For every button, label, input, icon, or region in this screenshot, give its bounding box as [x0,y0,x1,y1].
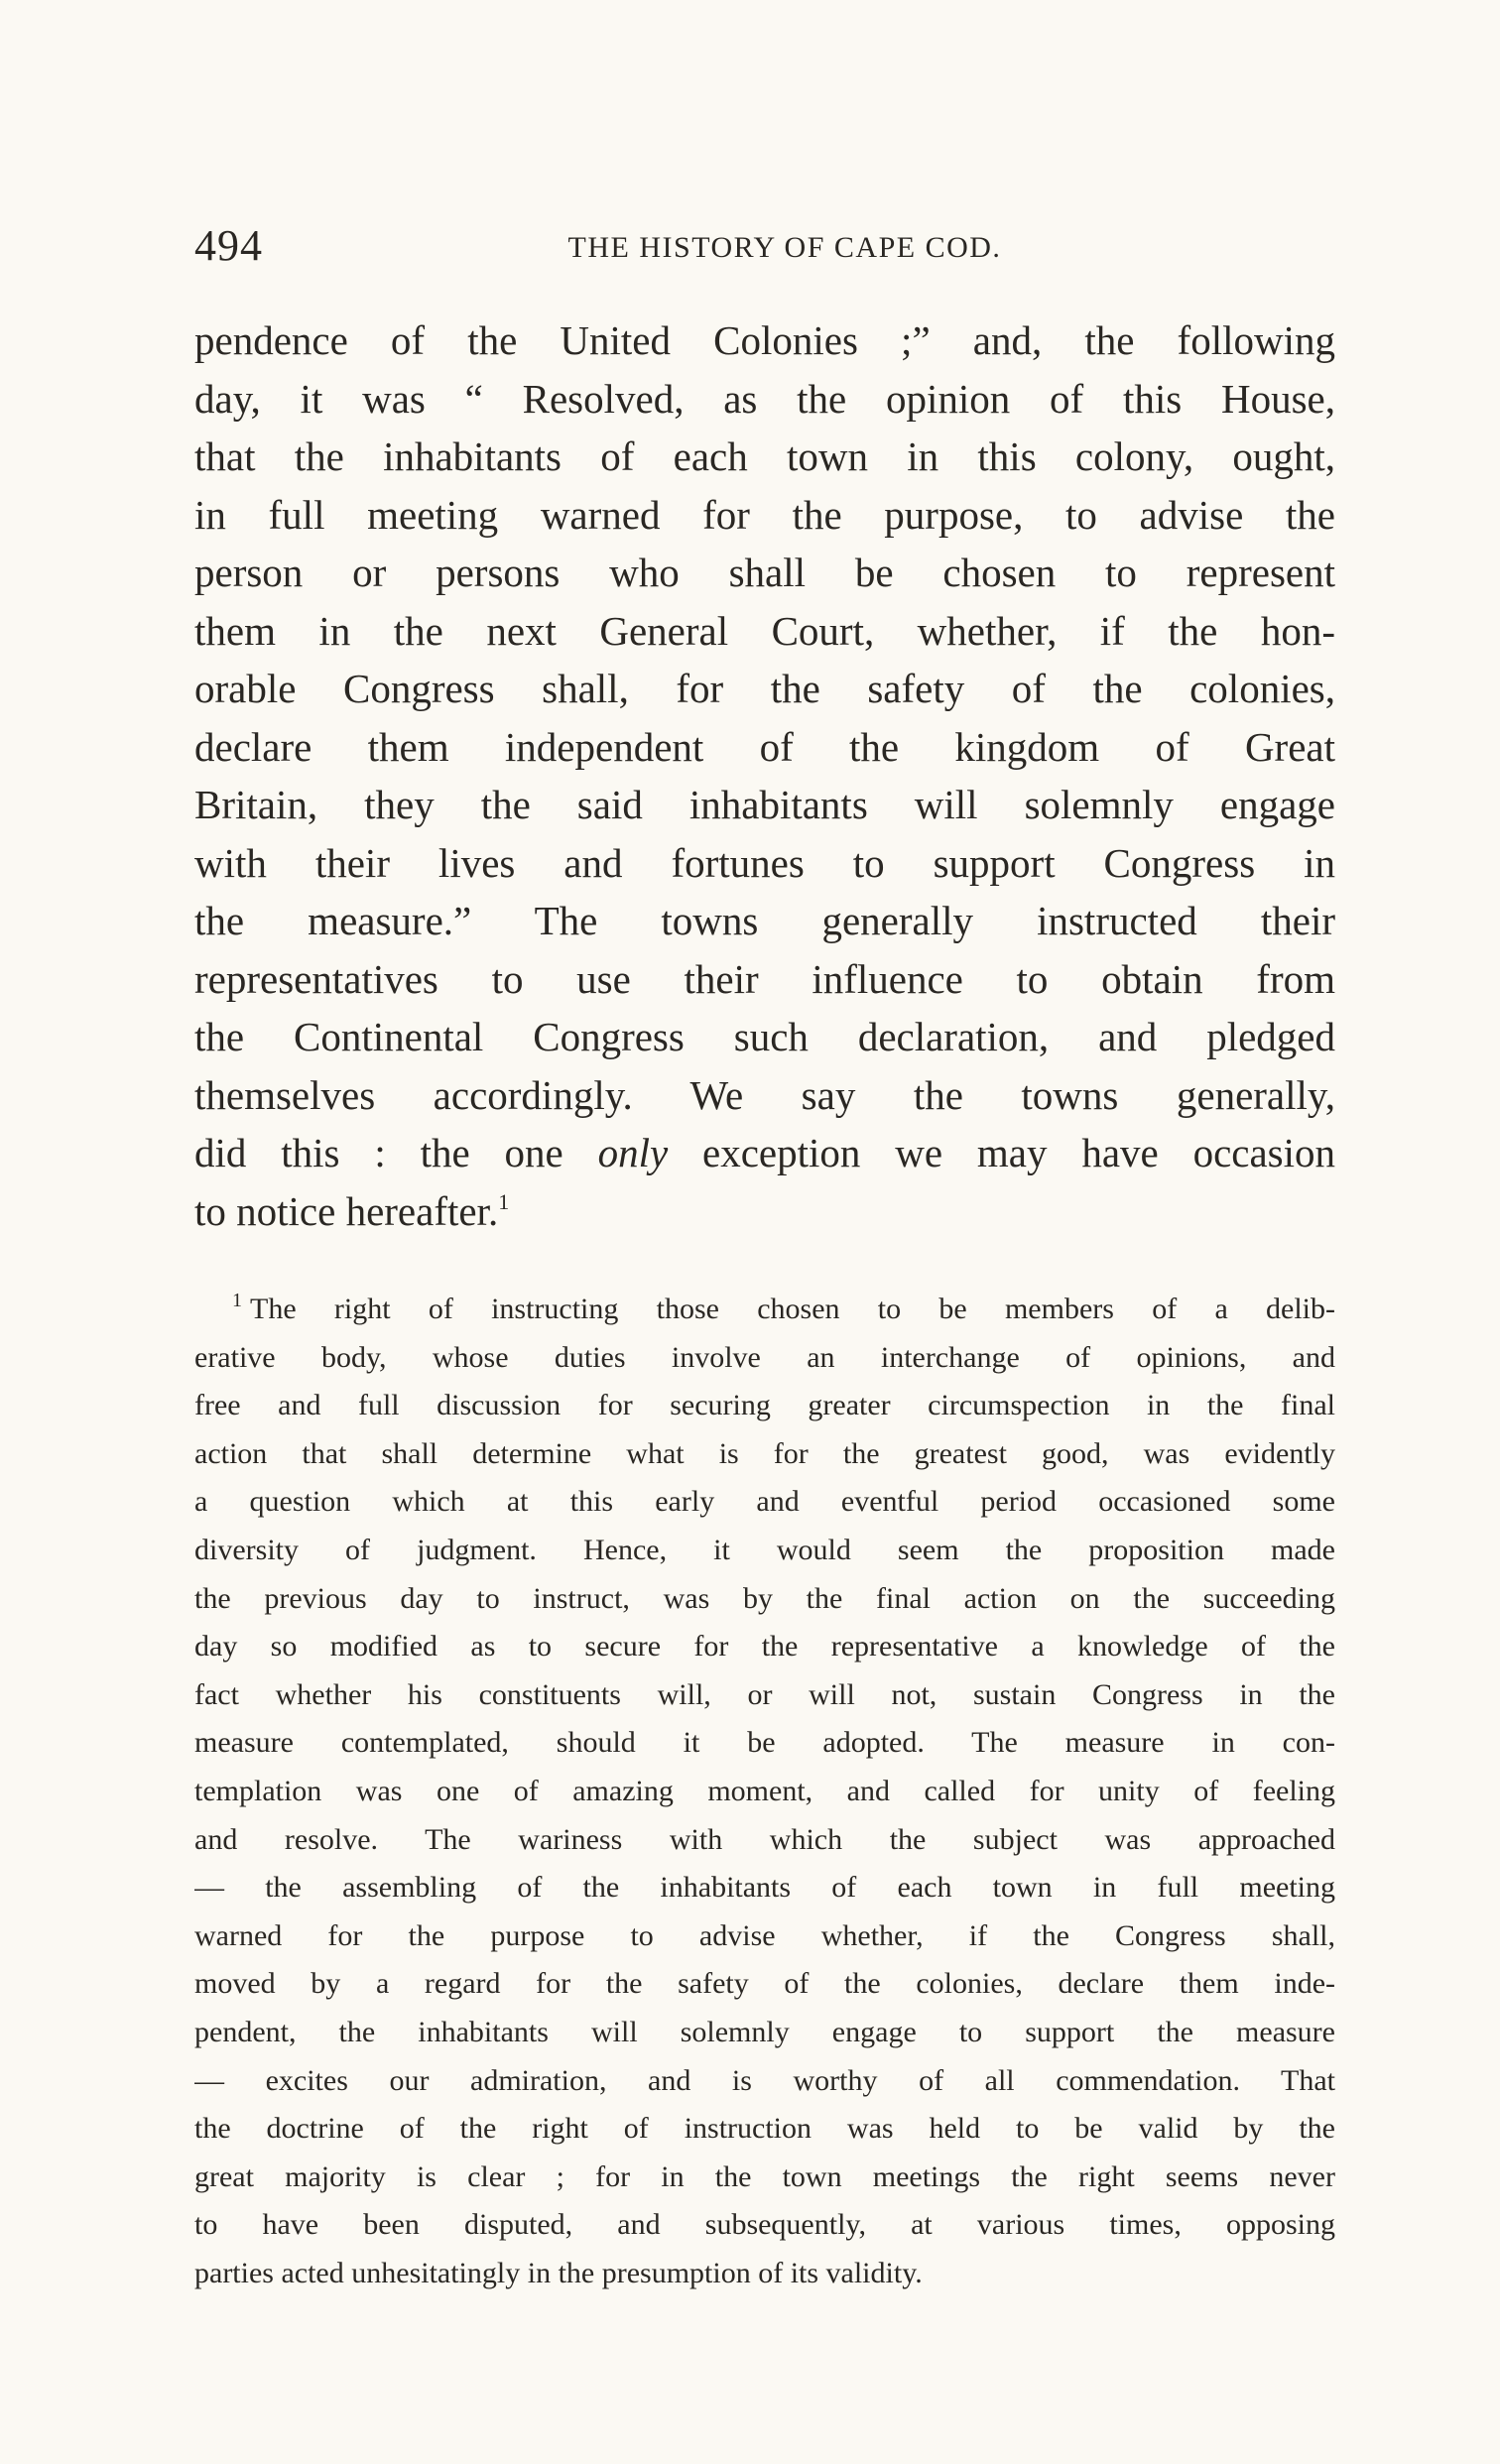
footnote-line: to have been disputed, and subsequently, at various times, opposing [194,2208,1335,2242]
footnote-line: pendent, the inhabitants will solemnly engage to support the measure [194,2015,1335,2048]
footnote-line: moved by a regard for the safety of the colonies, declare them inde- [194,1967,1335,2001]
text-line: day, it was “ Resolved, as the opinion of this House, [194,375,1335,422]
text-line: with their lives and fortunes to support Congress in [194,839,1335,886]
footnote-line: free and full discussion for securing greater circumspection in the final [194,1389,1335,1422]
footnote-line: day so modified as to secure for the representative a knowledge of the [194,1630,1335,1663]
text-line-with-emphasis [194,1124,1335,1182]
text-line: themselves accordingly. We say the towns generally, [194,1071,1335,1118]
text-line: the Continental Congress such declaration, and pledged [194,1014,1335,1059]
text-line: that the inhabitants of each town in this colony, ought, [194,433,1335,479]
text-segment: exception we may have occasion [668,1130,1335,1175]
footnote-line: action that shall determine what is for the greatest good, was evidently [194,1436,1335,1470]
footnote-line: warned for the purpose to advise whether, if the Congress shall, [194,1918,1335,1952]
footnote-reference[interactable]: 1 [498,1188,510,1214]
footnote-line: diversity of judgment. Hence, it would seem the proposition made [194,1533,1335,1566]
text-line: the measure.” The towns generally instructed their [194,898,1335,943]
text-line: pendence of the United Colonies ;” and, the following [194,317,1335,363]
text-line: in full meeting warned for the purpose, to advise the [194,491,1335,538]
footnote-text: The right of instructing those chosen to be members of a delib- [250,1293,1335,1325]
footnote-marker: 1 [232,1290,242,1311]
text-segment: to notice hereafter. [194,1187,499,1234]
text-line: declare them independent of the kingdom of Great [194,723,1335,770]
text-line: them in the next General Court, whether, if the hon- [194,607,1335,654]
footnote-line: templation was one of amazing moment, and called for unity of feeling [194,1774,1335,1807]
footnote-line [194,1286,1335,1334]
footnote-line: great majority is clear ; for in the town meetings the right seems never [194,2159,1335,2193]
main-text [194,311,1335,1240]
footnote-line: the doctrine of the right of instruction was held to be valid by the [194,2112,1335,2146]
footnote-line-last: parties acted unhesitatingly in the presumption of its validity. [194,2256,923,2289]
text-line-last [194,1182,1335,1241]
footnote-line: the previous day to instruct, was by the final action on the succeeding [194,1581,1335,1615]
footnote [194,1286,1335,2297]
footnote-line: — excites our admiration, and is worthy of all commendation. That [194,2063,1335,2097]
footnote-line: a question which at this early and eventful period occasioned some [194,1485,1335,1519]
footnote-line: — the assembling of the inhabitants of each town in full meeting [194,1871,1335,1905]
footnote-line: measure contemplated, should it be adopted. The measure in con- [194,1726,1335,1760]
text-line: person or persons who shall be chosen to represent [194,550,1335,595]
text-line: representatives to use their influence to obtain from [194,955,1335,1002]
footnote-line: and resolve. The wariness with which the subject was approached [194,1822,1335,1856]
page-number: 494 [194,221,263,270]
emphasized-word: only [597,1130,669,1175]
running-head: THE HISTORY OF CAPE COD. [567,231,1002,264]
text-line: Britain, they the said inhabitants will solemnly engage [194,782,1335,827]
footnote-line: erative body, whose duties involve an interchange of opinions, and [194,1340,1335,1374]
text-line: orable Congress shall, for the safety of the colonies, [194,666,1335,711]
footnote-line: fact whether his constituents will, or will not, sustain Congress in the [194,1677,1335,1711]
text-segment: did this : the one [194,1130,598,1175]
page-header [194,216,1335,276]
